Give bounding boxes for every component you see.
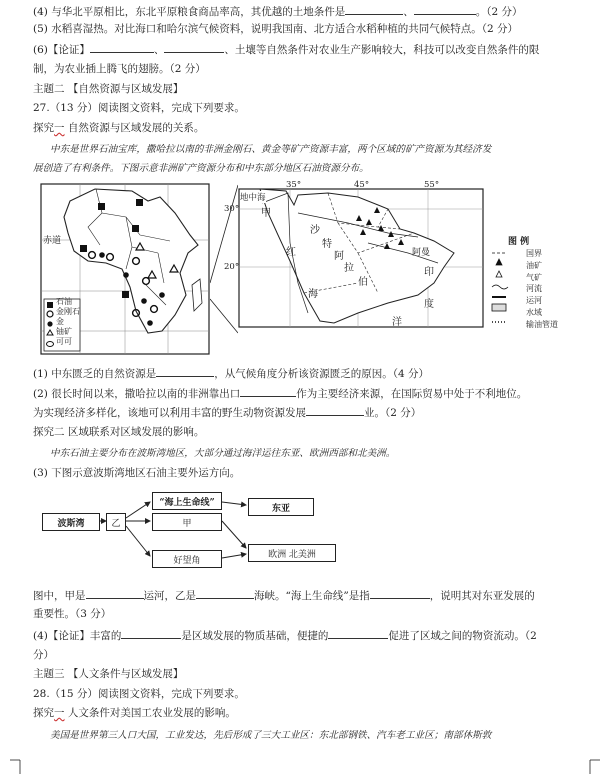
material-text-line: 展创造了有利条件。下图示意非洲矿产资源分布和中东部分地区石油资源分布。	[33, 163, 369, 174]
question-27-4: (4)【论证】丰富的 是区域发展的物质基础，便捷的 促进了区域之间的物资流动。（2	[33, 630, 537, 642]
question-27-3: (3) 下图示意波斯湾地区石油主要外运方向。	[33, 467, 241, 479]
question-28-heading: 28.（15 分）阅读图文资料，完成下列要求。	[33, 688, 245, 700]
explore-2-heading: 探究二 区域联系对区域发展的影响。	[33, 426, 205, 438]
answer-blank[interactable]	[156, 366, 214, 377]
africa-legend: 石油 金刚石 金 铀矿 可可	[56, 297, 80, 346]
place-label: 海	[308, 289, 318, 300]
flow-route-cape: 好望角	[152, 550, 222, 568]
place-label: 伯	[358, 277, 368, 288]
answer-blank[interactable]	[240, 386, 296, 397]
place-label: 阿	[334, 251, 344, 262]
place-mediterranean: 地中海	[240, 193, 266, 203]
place-jia: 甲	[261, 208, 271, 219]
answer-blank[interactable]	[164, 42, 224, 53]
mideast-legend-title: 图 例	[508, 237, 530, 247]
page-crop-marks	[0, 752, 611, 774]
question-27-3-answer: 图中，甲是 运河，乙是 海峡。“海上生命线”是指 ，说明其对东亚发展的	[33, 590, 535, 602]
question-27-heading: 27.（13 分）阅读图文资料，完成下列要求。	[33, 102, 245, 114]
latitude-label: 30°	[224, 204, 240, 214]
answer-blank[interactable]	[196, 588, 254, 599]
material-text-line: 中东石油主要分布在波斯湾地区，大部分通过海洋运往东亚、欧洲西部和北美洲。	[50, 448, 396, 459]
place-label: 度	[424, 299, 434, 310]
equator-label: 赤道	[43, 236, 62, 246]
question-27-4-line-2: 分）	[33, 649, 54, 661]
flow-source-persian-gulf: 波斯湾	[42, 513, 100, 531]
question-27-1: (1) 中东匮乏的自然资源是 ，从气候角度分析该资源匮乏的原因。（4 分）	[33, 368, 429, 380]
question-27-2: (2) 很长时间以来，撒哈拉以南的非洲靠出口 作为主要经济来源，在国际贸易中处于不利地位。	[33, 388, 528, 400]
longitude-label: 35°	[286, 180, 302, 190]
place-label: 印	[424, 267, 434, 278]
question-6-line: (6)【论证】 、 、土壤等自然条件对农业生产影响较大，科技可以改变自然条件的限	[33, 44, 540, 56]
place-label: 拉	[344, 263, 354, 274]
question-5-line: (5) 水稻喜湿热。对比海口和哈尔滨气候资料，说明我国南、北方适合水稻种植的共同气候特点。（2 分）	[33, 23, 518, 35]
answer-blank[interactable]	[414, 4, 476, 15]
question-27-2-line-2: 为实现经济多样化，该地可以利用丰富的野生动物资源发展 业。（2 分）	[33, 407, 422, 419]
answer-blank[interactable]	[370, 588, 430, 599]
place-label: 沙	[310, 225, 320, 236]
material-text-line: 美国是世界第三人口大国，工业发达，先后形成了三大工业区：东北部钢铁、汽车老工业区；南部休斯敦	[50, 730, 492, 741]
place-red-sea: 红	[286, 247, 296, 258]
answer-blank[interactable]	[306, 405, 364, 416]
theme-2-heading: 主题二 【自然资源与区域发展】	[33, 83, 184, 95]
flow-dest-east-asia: 东亚	[248, 498, 314, 516]
mideast-legend: 国界 油矿 气矿 河流 运河 水域 输油管道	[526, 249, 558, 329]
place-oman: 阿曼	[412, 248, 431, 258]
flow-route-jia: 甲	[152, 513, 222, 531]
question-6-line-2: 制，为农业插上腾飞的翅膀。（2 分）	[33, 63, 206, 75]
longitude-label: 45°	[354, 180, 370, 190]
place-label: 特	[322, 239, 332, 250]
answer-blank[interactable]	[345, 4, 403, 15]
figure-maps	[40, 180, 608, 361]
place-label: 洋	[392, 317, 402, 328]
material-text-line: 中东是世界石油宝库，撒哈拉以南的非洲金刚石、黄金等矿产资源丰富，两个区域的矿产资源为其经济发	[50, 144, 492, 155]
question-27-3-answer-2: 重要性。（3 分）	[33, 608, 112, 620]
explore-1-heading-28: 探究一 人文条件对美国工农业发展的影响。	[33, 707, 236, 719]
flow-route-lifeline: “海上生命线”	[152, 492, 222, 510]
flow-dest-europe-na: 欧洲 北美洲	[248, 544, 336, 562]
answer-blank[interactable]	[86, 588, 144, 599]
answer-blank[interactable]	[328, 628, 388, 639]
answer-blank[interactable]	[121, 628, 181, 639]
explore-1-heading: 探究一 自然资源与区域发展的关系。	[33, 122, 205, 134]
oil-export-flow-diagram	[40, 488, 340, 578]
longitude-label: 55°	[424, 180, 440, 190]
theme-3-heading: 主题三 【人文条件与区域发展】	[33, 668, 184, 680]
answer-blank[interactable]	[90, 42, 154, 53]
question-4-line: (4) 与华北平原相比，东北平原粮食商品率高，其优越的土地条件是 、 。（2 分）	[33, 6, 523, 18]
flow-node-yi: 乙	[106, 513, 126, 531]
latitude-label: 20°	[224, 262, 240, 272]
